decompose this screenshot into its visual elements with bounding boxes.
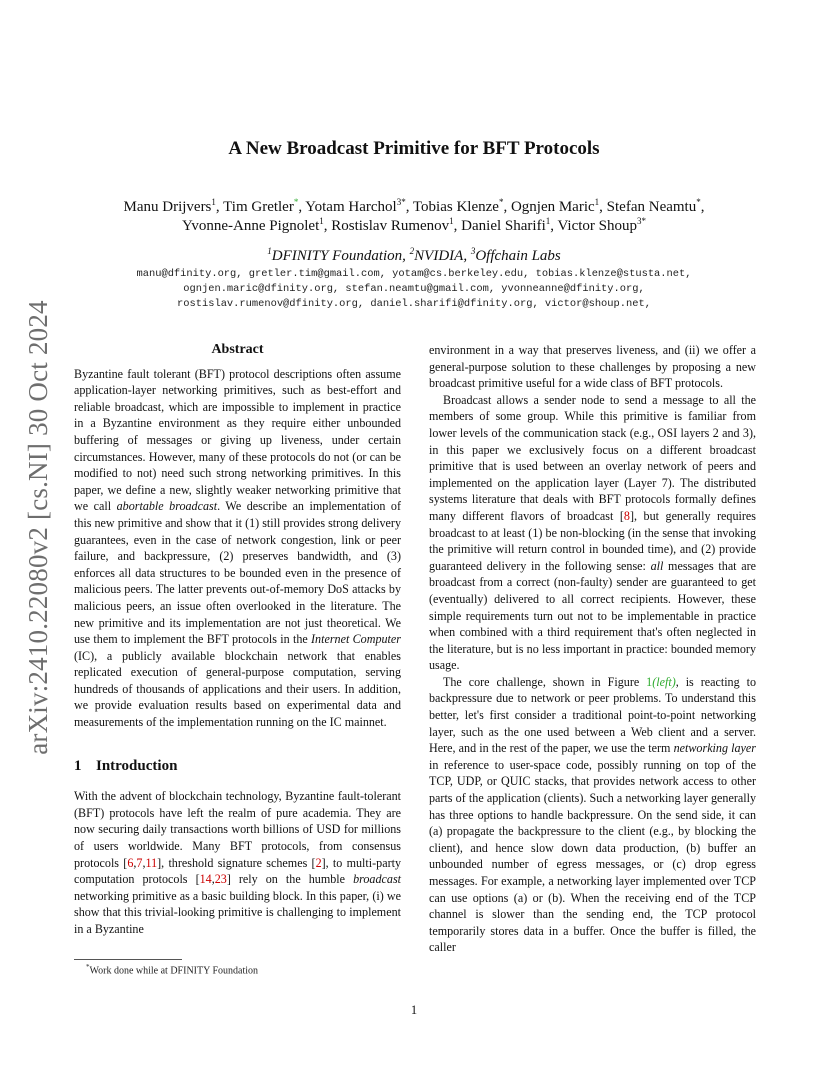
affiliations: $^1$DFINITY Foundation, $^2$NVIDIA, $^3$Offchain Labs	[267, 246, 561, 264]
author-mark: 1	[449, 216, 454, 226]
author-name: Ognjen Maric	[510, 199, 595, 215]
paper-title: A New Broadcast Primitive for BFT Protocols	[228, 138, 600, 159]
abstract-heading: Abstract	[211, 342, 264, 357]
author-mark: 1	[211, 197, 216, 207]
arxiv-stamp-text: arXiv:2410.22080v2 [cs.NI] 30 Oct 2024	[22, 299, 53, 755]
affiliation-name: NVIDIA	[414, 248, 464, 264]
intro-paragraph: With the advent of blockchain technology, Byzantine fault-tolerant (BFT) protocols have left the realm of pure academia. They are now securing daily transactions worth billions of USD for millions of users worldwide. Many BFT protocols, from consensus protocols [6,7,11], threshold signature schemes [2], to multi-party computation protocols [14,23] rely on the humble broadcast networking primitive as a basic building block. In this paper, (i) we show that this trivial-looking primitive is challenging to implement in a Byzantine	[74, 789, 402, 936]
citation-link[interactable]: 2	[315, 855, 322, 870]
author-name: Tobias Klenze	[412, 199, 499, 215]
footnote-mark: *	[86, 963, 90, 971]
footnote-divider	[74, 959, 182, 960]
author-name: Tim Gretler	[223, 199, 294, 215]
author-mark: 1	[594, 197, 600, 207]
email-line: rostislav.rumenov@dfinity.org, daniel.sharifi@dfinity.org, victor@shoup.net,	[177, 298, 651, 310]
author-emails	[74, 267, 754, 312]
author-mark: 3*	[636, 216, 646, 226]
affiliation-name: DFINITY Foundation	[271, 248, 403, 264]
author-name: Stefan Neamtu	[606, 199, 697, 215]
arxiv-identifier-stamp	[2, 297, 74, 757]
intro-paragraph: The core challenge, shown in Figure 1(left), is reacting to backpressure due to network or peer problems. To understand this better, let's first consider a traditional point-to-point networking layer, such as the one used between a Web client and a server. Here, and in the rest of the paper, we use the term networking layer in reference to user-space code, possibly running on top of the TCP, UDP, or QUIC stacks, that provides network access to other parts of the application (clients). Such a networking layer generally has three options to handle backpressure. On the send side, it can (a) propagate the backpressure to the client (e.g., by blocking the client), and hence slow down data production, (b) buffer an unbounded number of egress messages, or (c) drop egress messages. For example, a networking layer implemented over TCP can use options (a) or (b). When the receiving end of the TCP channel is slower than the sending end, the TCP protocol temporarily stores data in a buffer. Once the buffer is filled, the caller	[429, 674, 756, 955]
author-mark: 1	[545, 216, 551, 226]
right-column	[429, 342, 756, 956]
email-line: ognjen.maric@dfinity.org, stefan.neamtu@gmail.com, yvonneanne@dfinity.org,	[183, 283, 645, 295]
author-name: Yotam Harchol	[305, 199, 397, 215]
page-number: 1	[410, 1003, 418, 1017]
citation-link[interactable]: 7	[136, 855, 143, 870]
left-column	[74, 342, 401, 938]
citation-link[interactable]: 23	[214, 872, 227, 887]
citation-link[interactable]: 14	[199, 872, 212, 887]
footnote	[86, 963, 258, 976]
author-mark: 3*	[396, 197, 406, 207]
author-mark: *	[293, 197, 299, 207]
author-name: Rostislav Rumenov	[331, 218, 450, 234]
citation-link[interactable]: 6	[127, 855, 134, 870]
author-mark: 1	[319, 216, 324, 226]
figure-reference-link[interactable]: 1	[646, 674, 653, 689]
footnote-text: Work done while at DFINITY Foundation	[89, 965, 259, 977]
affiliation-name: Offchain Labs	[475, 248, 561, 264]
author-mark: *	[696, 197, 701, 207]
email-line: manu@dfinity.org, gretler.tim@gmail.com, yotam@cs.berkeley.edu, tobias.klenze@stusta.net,	[136, 268, 692, 280]
figure-reference-left[interactable]: (left)	[652, 674, 676, 689]
intro-paragraph: Broadcast allows a sender node to send a message to all the members of some group. While this primitive is familiar from lower levels of the communication stack (e.g., OSI layers 2 and 3), in this paper we exclusively focus on a different broadcast primitive that is used between an overlay network of peers and implemented on the application layer (Layer 7). The distributed systems literature that deals with BFT protocols formally defines many different flavors of broadcast [8], but generally requires broadcast to at least (1) be non-blocking (in the sense that invoking the primitive will return control in bounded time), and (2) provide guaranteed delivery in the following sense: all messages that are broadcast from a correct (non-faulty) sender are guaranteed to get (eventually) delivered to all correct recipients. However, these simple requirements turn out not to be implementable in practice when combined with a third requirement that's often neglected in the literature, but is no less important in practice: bounded memory usage.	[429, 392, 756, 673]
intro-paragraph-continued: environment in a way that preserves liveness, and (ii) we offer a general-purpose solution to these challenges by proposing a new broadcast primitive useful for a wide class of BFT protocols.	[429, 343, 756, 391]
author-name: Manu Drijvers	[123, 199, 212, 215]
citation-link[interactable]: 11	[145, 855, 158, 870]
author-name: Daniel Sharifi	[461, 218, 546, 234]
affiliation-number: 2	[409, 246, 415, 256]
author-name: Yvonne-Anne Pignolet	[182, 218, 320, 234]
affiliation-number: 1	[267, 246, 272, 256]
affiliation-number: 3	[470, 246, 476, 256]
section-heading-introduction: 1 Introduction	[74, 757, 178, 774]
author-name: Victor Shoup	[557, 218, 637, 234]
author-list: Manu Drijvers$^1$, Tim Gretler*, Yotam Harchol$^{3*}$, Tobias Klenze*, Ognjen Maric$^1$, Stefan Neamtu*, Yvonne-Anne Pignolet$^1$, Rostislav Rumenov$^1$, Daniel Sharifi$^1$, Victor Shoup$^{3*}$	[123, 197, 705, 234]
citation-link[interactable]: 8	[623, 508, 630, 523]
author-mark: *	[498, 197, 504, 207]
abstract-text: Byzantine fault tolerant (BFT) protocol descriptions often assume application-layer networking primitives, such as best-effort and reliable broadcast, which are impossible to implement in practice in a Byzantine environment as they require either unbounded buffering of messages or giving up liveness, under certain circumstances. However, many of these protocols do not (or can be modified to not) need such strong networking primitives. In this paper, we define a new, slightly weaker networking primitive that we call abortable broadcast. We describe an implementation of this new primitive and show that it (1) still provides strong delivery guarantees, even in the case of network congestion, link or peer failure, and backpressure, (2) preserves bandwidth, and (3) enforces all data structures to be bounded even in the presence of malicious peers. The latter prevents out-of-memory DoS attacks by malicious peers, an issue often overlooked in the literature. The new primitive and its implementation are not just theoretical. We use them to implement the BFT protocols in the Internet Computer (IC), a publicly available blockchain network that enables replicated execution of general-purpose computation, serving hundreds of thousands of applications and their users. In addition, we provide evaluation results based on experimental data and measurements of the implementation running on the IC mainnet.	[74, 366, 402, 730]
